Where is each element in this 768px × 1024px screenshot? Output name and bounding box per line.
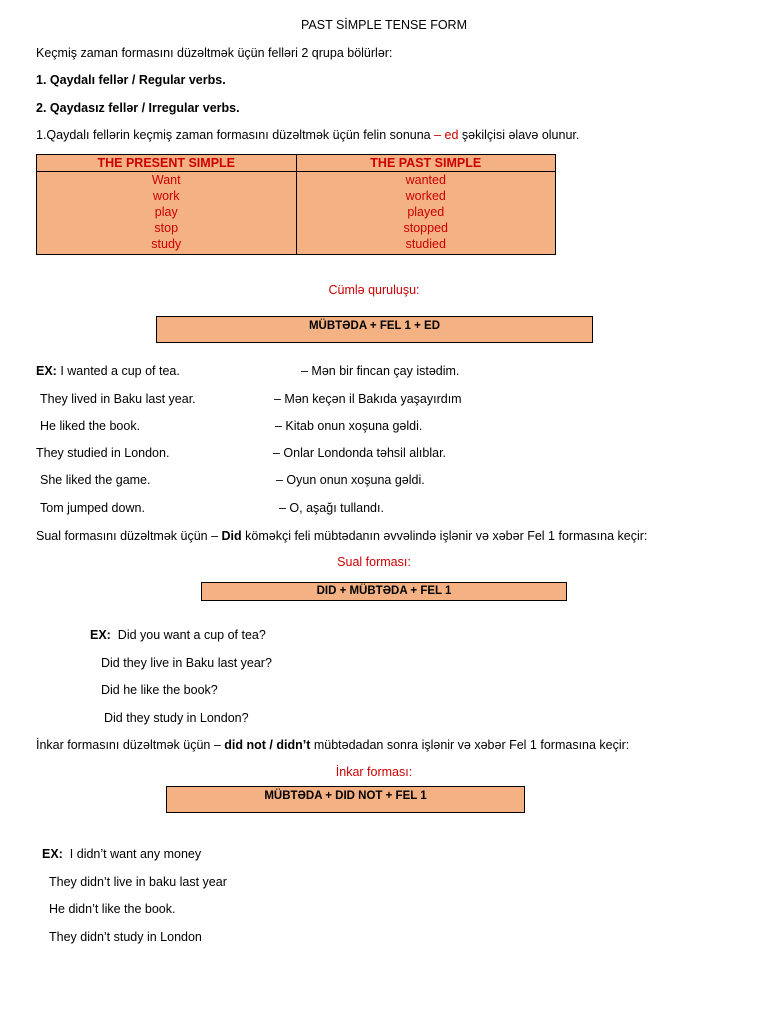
header-present-simple: THE PRESENT SIMPLE — [37, 155, 297, 172]
structure-formula: MÜBTƏDA + FEL 1 + ED — [156, 316, 593, 343]
present-verb: study — [151, 237, 182, 251]
past-verb: studied — [405, 237, 446, 251]
question-example-row — [90, 627, 266, 643]
past-verb: played — [407, 205, 445, 219]
ed-suffix: – ed — [434, 128, 459, 142]
question-example: Did he like the book? — [101, 683, 218, 697]
intro-text: Keçmiş zaman formasını düzəltmək üçün felləri 2 qrupa bölürlər: — [36, 46, 393, 60]
question-formula: DID + MÜBTƏDA + FEL 1 — [201, 582, 567, 601]
regular-rule-after: şəkilçisi əlavə olunur. — [458, 128, 580, 142]
structure-heading: Cümlə quruluşu: — [328, 283, 420, 297]
question-rule — [36, 528, 647, 544]
present-verb: play — [154, 205, 178, 219]
example-translation: – Oyun onun xoşuna gəldi. — [276, 473, 425, 487]
past-verb: stopped — [403, 221, 448, 235]
negative-example: They didn’t live in baku last year — [49, 875, 227, 889]
example-en: She liked the game. — [40, 473, 151, 487]
question-example: Did they live in Baku last year? — [101, 656, 272, 670]
example-en: They lived in Baku last year. — [40, 392, 196, 406]
negative-heading: İnkar forması: — [335, 765, 413, 779]
example-en: I wanted a cup of tea. — [60, 364, 180, 378]
example-translation: – O, aşağı tullandı. — [279, 501, 384, 515]
didnt-keyword: did not / didn’t — [224, 738, 311, 752]
ex-label: EX: — [42, 847, 63, 861]
ex-label: EX: — [90, 628, 111, 642]
question-example: Did you want a cup of tea? — [117, 628, 266, 642]
negative-example: He didn’t like the book. — [49, 902, 176, 916]
present-verb: stop — [154, 221, 179, 235]
example-en: They studied in London. — [36, 446, 170, 460]
question-heading: Sual forması: — [337, 555, 411, 569]
present-column — [37, 172, 297, 255]
table-row — [37, 172, 556, 255]
present-verb: work — [153, 189, 180, 203]
question-example: Did they study in London? — [104, 711, 249, 725]
group-regular — [36, 72, 226, 88]
example-en: He liked the book. — [40, 419, 141, 433]
negative-example: They didn’t study in London — [49, 930, 202, 944]
question-rule-after: köməkçi feli mübtədanın əvvəlində işlənir və xəbər Fel 1 formasına keçir: — [241, 529, 648, 543]
negative-rule-before: İnkar formasını düzəltmək üçün – — [36, 738, 225, 752]
negative-example-row — [42, 846, 201, 862]
present-verb: Want — [151, 173, 181, 187]
header-past-simple: THE PAST SIMPLE — [296, 155, 556, 172]
example-en: Tom jumped down. — [40, 501, 145, 515]
group-regular-label: 1. Qaydalı fellər / Regular verbs. — [36, 73, 226, 87]
question-rule-before: Sual formasını düzəltmək üçün – — [36, 529, 222, 543]
negative-formula: MÜBTƏDA + DID NOT + FEL 1 — [166, 786, 525, 813]
example-translation: – Mən bir fincan çay istədim. — [301, 364, 460, 378]
ex-label: EX: — [36, 364, 57, 378]
example-translation: – Kitab onun xoşuna gəldi. — [275, 419, 423, 433]
verb-table — [36, 154, 556, 255]
negative-example: I didn’t want any money — [69, 847, 202, 861]
group-irregular-label: 2. Qaydasız fellər / Irregular verbs. — [36, 101, 240, 115]
example-row — [36, 363, 180, 379]
past-column — [296, 172, 556, 255]
example-translation: – Mən keçən il Bakıda yaşayırdım — [274, 392, 462, 406]
negative-rule-after: mübtədadan sonra işlənir və xəbər Fel 1 formasına keçir: — [310, 738, 630, 752]
did-keyword: Did — [221, 529, 242, 543]
past-verb: wanted — [405, 173, 446, 187]
group-irregular — [36, 100, 240, 116]
table-header-row — [37, 155, 556, 172]
past-verb: worked — [405, 189, 446, 203]
negative-rule — [36, 737, 629, 753]
page-title: PAST SİMPLE TENSE FORM — [300, 18, 467, 32]
regular-rule-before: 1.Qaydalı fellərin keçmiş zaman formasını düzəltmək üçün felin sonuna — [36, 128, 435, 142]
example-translation: – Onlar Londonda təhsil alıblar. — [273, 446, 447, 460]
regular-rule — [36, 127, 579, 143]
